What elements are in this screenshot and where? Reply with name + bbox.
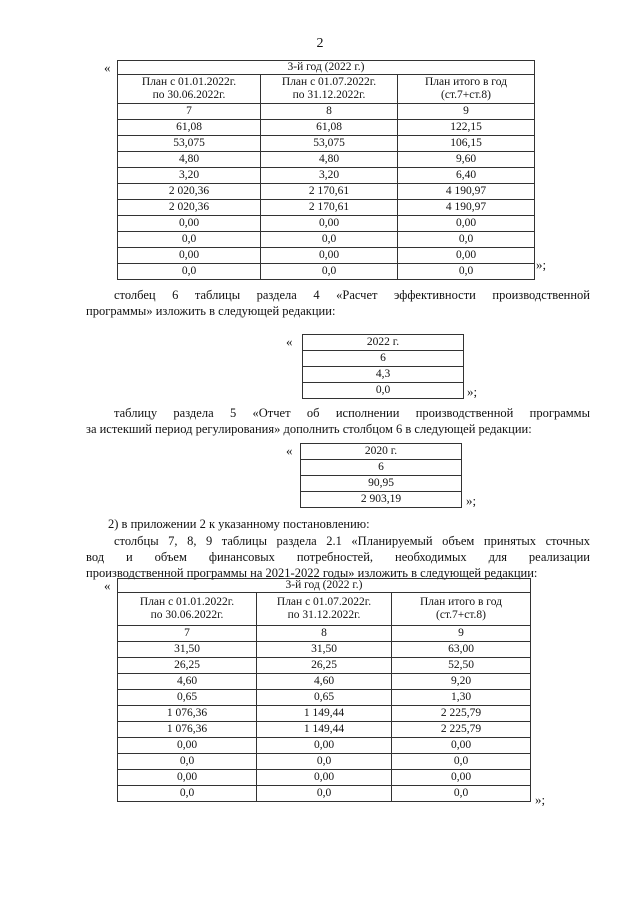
table-1-cell: 2 170,61	[261, 184, 398, 200]
table-4-cell: 26,25	[257, 658, 392, 674]
table-4-cell: 52,50	[392, 658, 531, 674]
table-1	[117, 60, 535, 280]
table-4-row	[118, 754, 531, 770]
table-4-row	[118, 786, 531, 802]
page-number: 2	[316, 36, 324, 51]
table-4-cell: 63,00	[392, 642, 531, 658]
quote-open: «	[104, 60, 111, 75]
table-3	[300, 443, 462, 508]
table-1-cell: 4 190,97	[398, 184, 535, 200]
table-1-cell: 2 170,61	[261, 200, 398, 216]
quote-close: »;	[536, 257, 547, 272]
table-1-cell: 3,20	[261, 168, 398, 184]
table-2-cell: 6	[303, 351, 464, 367]
table-1-row	[118, 120, 535, 136]
table-1-cell: 0,00	[118, 216, 261, 232]
table-1-cell: 61,08	[261, 120, 398, 136]
table-4-cell: 4,60	[257, 674, 392, 690]
paragraph-4-line-1: столбцы 7, 8, 9 таблицы раздела 2.1 «Планируемый объем принятых сточных	[114, 534, 590, 548]
table-1-cell: 0,0	[398, 264, 535, 280]
table-1-cell: 3,20	[118, 168, 261, 184]
table-4-row	[118, 674, 531, 690]
table-4-cell: 0,0	[392, 754, 531, 770]
table-4-row	[118, 706, 531, 722]
table-4-cell: 0,0	[118, 754, 257, 770]
table-1-row	[118, 248, 535, 264]
paragraph-2-line-1: таблицу раздела 5 «Отчет об исполнении производственной программы	[114, 406, 590, 420]
table-1-header-3: План итого в год (ст.7+ст.8)	[398, 75, 535, 104]
quote-open: «	[286, 443, 293, 458]
table-4-cell: 0,00	[257, 738, 392, 754]
paragraph-4	[86, 533, 590, 581]
table-4-cell: 0,65	[257, 690, 392, 706]
table-1-colnum: 9	[398, 104, 535, 120]
table-4-cell: 31,50	[257, 642, 392, 658]
table-1-title: 3-й год (2022 г.)	[118, 61, 535, 75]
table-1-cell: 0,0	[398, 232, 535, 248]
table-1-cell: 0,00	[261, 216, 398, 232]
table-1-cell: 0,0	[118, 264, 261, 280]
table-4-cell: 1,30	[392, 690, 531, 706]
table-4-cell: 0,00	[118, 738, 257, 754]
table-2-cell: 4,3	[303, 367, 464, 383]
table-1-cell: 53,075	[118, 136, 261, 152]
table-4-body	[118, 642, 531, 802]
paragraph-2	[86, 405, 590, 437]
table-4-cell: 0,0	[257, 786, 392, 802]
table-2-cell: 0,0	[303, 383, 464, 399]
table-1-cell: 0,00	[398, 216, 535, 232]
table-1-row	[118, 200, 535, 216]
quote-open: «	[286, 334, 293, 349]
table-1-cell: 4 190,97	[398, 200, 535, 216]
table-4-row	[118, 738, 531, 754]
table-1-row	[118, 168, 535, 184]
paragraph-1	[86, 287, 590, 319]
table-3-cell: 6	[301, 460, 462, 476]
table-4-header-3: План итого в год (ст.7+ст.8)	[392, 593, 531, 626]
table-1-cell: 0,00	[261, 248, 398, 264]
table-1-cell: 4,80	[261, 152, 398, 168]
table-4-colnum: 8	[257, 626, 392, 642]
table-4-row	[118, 770, 531, 786]
table-1-row	[118, 152, 535, 168]
table-4-title: 3-й год (2022 г.)	[118, 579, 531, 593]
table-4-colnum: 9	[392, 626, 531, 642]
table-4-row	[118, 722, 531, 738]
table-4-cell: 2 225,79	[392, 706, 531, 722]
table-4-cell: 1 149,44	[257, 706, 392, 722]
paragraph-1-line-1: столбец 6 таблицы раздела 4 «Расчет эффективности производственной	[114, 288, 590, 302]
table-4-header-2: План с 01.07.2022г. по 31.12.2022г.	[257, 593, 392, 626]
quote-open: «	[104, 578, 111, 593]
table-4-cell: 2 225,79	[392, 722, 531, 738]
table-1-row	[118, 216, 535, 232]
table-1-header-1: План с 01.01.2022г. по 30.06.2022г.	[118, 75, 261, 104]
table-4-colnum: 7	[118, 626, 257, 642]
table-3-cell: 90,95	[301, 476, 462, 492]
table-1-header-2: План с 01.07.2022г. по 31.12.2022г.	[261, 75, 398, 104]
table-1-cell: 0,0	[261, 232, 398, 248]
table-2	[302, 334, 464, 399]
paragraph-4-line-2: вод и объем финансовых потребностей, необходимых для реализации	[86, 550, 590, 564]
table-4-cell: 1 076,36	[118, 706, 257, 722]
table-4-cell: 0,65	[118, 690, 257, 706]
table-1-cell: 2 020,36	[118, 200, 261, 216]
table-4-cell: 0,00	[257, 770, 392, 786]
paragraph-1-line-2: программы» изложить в следующей редакции:	[86, 304, 336, 318]
table-4-cell: 9,20	[392, 674, 531, 690]
table-4-cell: 4,60	[118, 674, 257, 690]
table-1-row	[118, 184, 535, 200]
table-4-cell: 0,0	[257, 754, 392, 770]
table-1-cell: 2 020,36	[118, 184, 261, 200]
table-1-row	[118, 232, 535, 248]
table-4-row	[118, 642, 531, 658]
quote-close: »;	[467, 384, 478, 399]
table-1-cell: 6,40	[398, 168, 535, 184]
table-4-cell: 0,0	[392, 786, 531, 802]
paragraph-4-line-3: производственной программы на 2021-2022 годы» изложить в следующей редакции:	[86, 566, 538, 580]
table-4-header-1: План с 01.01.2022г. по 30.06.2022г.	[118, 593, 257, 626]
table-1-row	[118, 264, 535, 280]
table-3-cell: 2 903,19	[301, 492, 462, 508]
table-4-cell: 31,50	[118, 642, 257, 658]
table-1-cell: 61,08	[118, 120, 261, 136]
paragraph-2-line-2: за истекший период регулирования» дополнить столбцом 6 в следующей редакции:	[86, 422, 532, 436]
table-1-cell: 9,60	[398, 152, 535, 168]
table-4-cell: 0,0	[118, 786, 257, 802]
table-1-body	[118, 120, 535, 280]
table-4-cell: 1 149,44	[257, 722, 392, 738]
table-1-cell: 106,15	[398, 136, 535, 152]
table-4-cell: 0,00	[392, 770, 531, 786]
table-1-cell: 53,075	[261, 136, 398, 152]
table-3-cell: 2020 г.	[301, 444, 462, 460]
table-1-row	[118, 136, 535, 152]
table-1-cell: 0,00	[118, 248, 261, 264]
quote-close: »;	[535, 792, 546, 807]
table-4-row	[118, 658, 531, 674]
table-4-cell: 0,00	[392, 738, 531, 754]
table-1-cell: 0,00	[398, 248, 535, 264]
table-1-cell: 0,0	[261, 264, 398, 280]
table-2-cell: 2022 г.	[303, 335, 464, 351]
table-4-cell: 26,25	[118, 658, 257, 674]
table-4-cell: 0,00	[118, 770, 257, 786]
table-4-row	[118, 690, 531, 706]
table-1-cell: 0,0	[118, 232, 261, 248]
table-1-colnum: 7	[118, 104, 261, 120]
table-1-cell: 122,15	[398, 120, 535, 136]
table-1-cell: 4,80	[118, 152, 261, 168]
table-1-colnum: 8	[261, 104, 398, 120]
paragraph-3: 2) в приложении 2 к указанному постановлению:	[108, 517, 370, 531]
table-4	[117, 578, 531, 802]
table-4-cell: 1 076,36	[118, 722, 257, 738]
quote-close: »;	[466, 493, 477, 508]
